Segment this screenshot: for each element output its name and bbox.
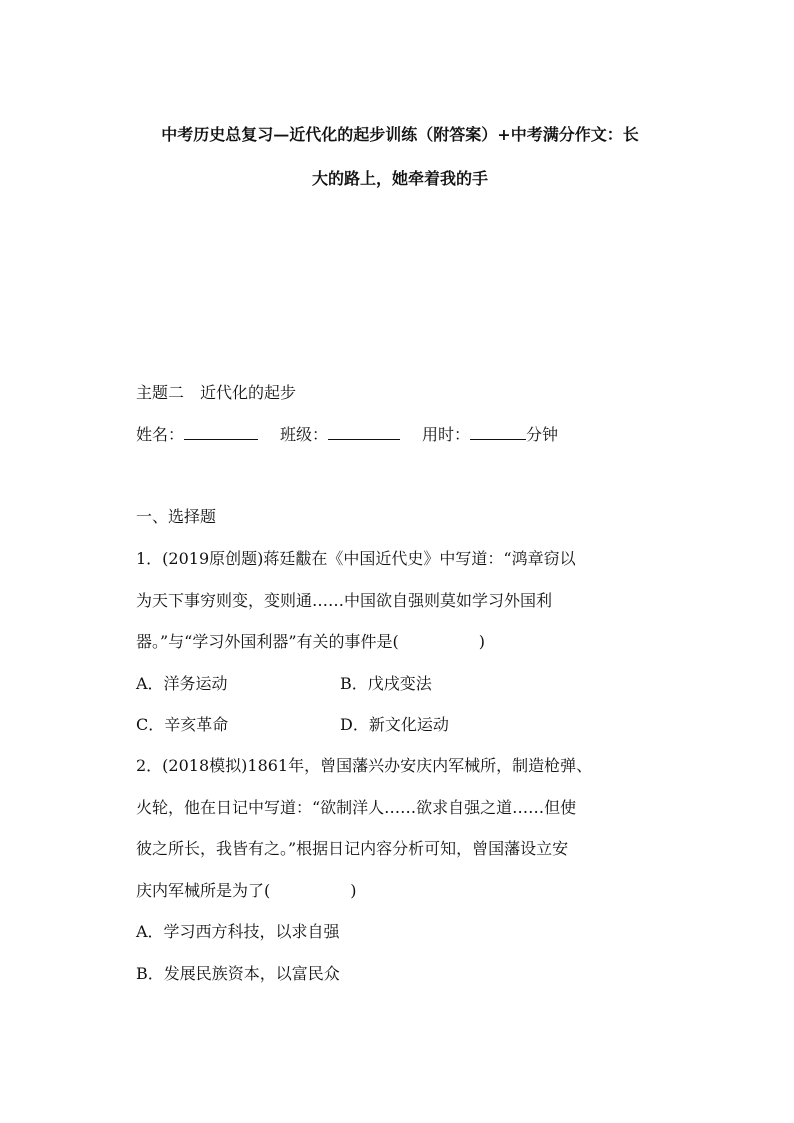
class-blank[interactable]: [328, 423, 400, 440]
q1-option-b: B．戊戌变法: [340, 674, 432, 693]
q2-option-a: A．学习西方科技，以求自强: [136, 922, 340, 941]
student-info-row: [136, 423, 558, 446]
time-blank[interactable]: [470, 423, 526, 440]
topic-heading: 主题二 近代化的起步: [136, 383, 297, 402]
q1-option-d: D．新文化运动: [340, 715, 449, 734]
q1-option-a: A．洋务运动: [136, 674, 228, 693]
time-unit: 分钟: [526, 425, 559, 444]
q2-line-2: 火轮，他在日记中写道：“欲制洋人……欲求自强之道……但使: [136, 798, 577, 817]
q1-line-3: 器。”与“学习外国利器”有关的事件是( ): [136, 632, 486, 651]
q2-option-b: B．发展民族资本，以富民众: [136, 964, 340, 983]
q2-line-1: 2．(2018模拟)1861年，曾国藩兴办安庆内军械所，制造枪弹、: [136, 756, 593, 775]
q2-line-4: 庆内军械所是为了( ): [136, 881, 357, 900]
class-label: 班级：: [280, 425, 329, 444]
section-heading: 一、选择题: [136, 507, 217, 526]
q1-option-c: C．辛亥革命: [136, 715, 229, 734]
name-label: 姓名：: [136, 425, 185, 444]
q1-line-1: 1．(2019原创题)蒋廷黻在《中国近代史》中写道：“鸿章窃以: [136, 549, 576, 568]
q1-line-2: 为天下事穷则变，变则通……中国欲自强则莫如学习外国利: [136, 591, 553, 610]
time-label: 用时：: [422, 425, 471, 444]
document-title-line-2: 大的路上，她牵着我的手: [311, 169, 488, 188]
document-title-line-1: 中考历史总复习—近代化的起步训练（附答案）+中考满分作文：长: [161, 125, 639, 144]
name-blank[interactable]: [184, 423, 258, 440]
q2-line-3: 彼之所长，我皆有之。”根据日记内容分析可知，曾国藩设立安: [136, 839, 569, 858]
